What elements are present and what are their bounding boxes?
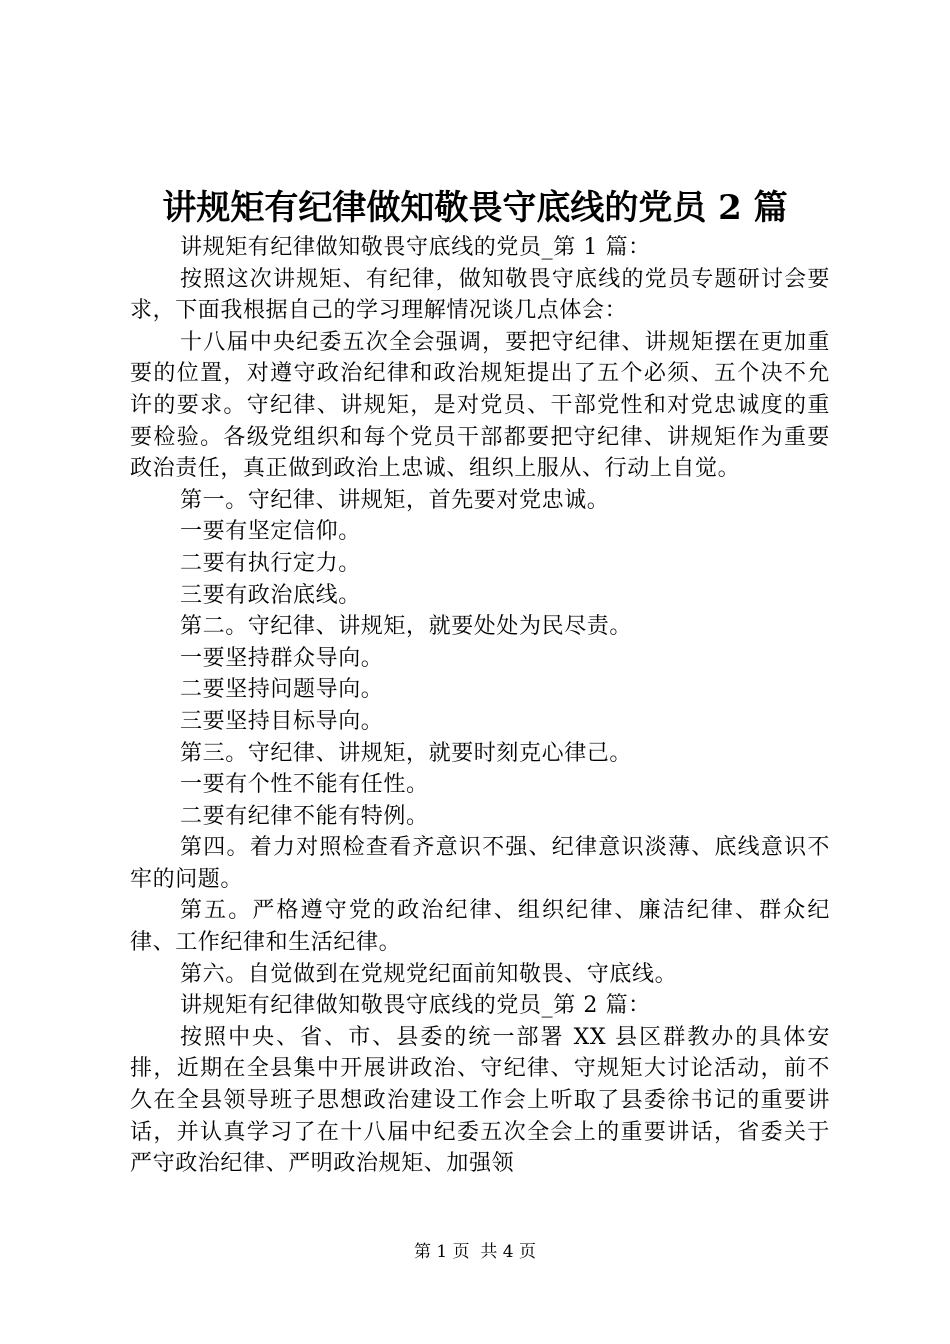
paragraph-sub-3-1: 一要有个性不能有任性。 xyxy=(180,772,429,798)
paragraph-sub-1-2: 二要有执行定力。 xyxy=(180,550,361,576)
paragraph-heading-part-2: 讲规矩有纪律做知敬畏守底线的党员_第 2 篇： xyxy=(180,993,651,1019)
paragraph-point-3: 第三。守纪律、讲规矩，就要时刻克心律己。 xyxy=(180,740,633,766)
paragraph-point-1: 第一。守纪律、讲规矩，首先要对党忠诚。 xyxy=(180,487,610,513)
document-body xyxy=(130,232,830,1275)
paragraph-point-5: 第五。严格遵守党的政治纪律、组织纪律、廉洁纪律、群众纪律、工作纪律和生活纪律。 xyxy=(130,898,830,956)
paragraph-sub-2-3: 三要坚持目标导向。 xyxy=(180,708,384,734)
paragraph-sub-2-2: 二要坚持问题导向。 xyxy=(180,677,384,703)
document-title: 讲规矩有纪律做知敬畏守底线的党员 2 篇 xyxy=(162,188,788,228)
page-number-footer: 第 1 页 共 4 页 xyxy=(413,1242,537,1262)
paragraph-point-6: 第六。自觉做到在党规党纪面前知敬畏、守底线。 xyxy=(180,961,678,987)
paragraph-point-2: 第二。守纪律、讲规矩，就要处处为民尽责。 xyxy=(180,614,633,640)
paragraph-sub-1-1: 一要有坚定信仰。 xyxy=(180,519,361,545)
paragraph-sub-1-3: 三要有政治底线。 xyxy=(180,582,361,608)
paragraph-point-4: 第四。着力对照检查看齐意识不强、纪律意识淡薄、底线意识不牢的问题。 xyxy=(130,835,830,892)
paragraph-intro: 按照这次讲规矩、有纪律，做知敬畏守底线的党员专题研讨会要求，下面我根据自己的学习理解情况谈几点体会： xyxy=(130,266,830,324)
paragraph-sub-2-1: 一要坚持群众导向。 xyxy=(180,645,384,671)
paragraph-heading-part-1: 讲规矩有纪律做知敬畏守底线的党员_第 1 篇： xyxy=(180,235,651,260)
paragraph-sub-3-2: 二要有纪律不能有特例。 xyxy=(180,803,429,829)
paragraph-part-2-intro: 按照中央、省、市、县委的统一部署 XX 县区群教办的具体安排，近期在全县集中开展讲政治、守纪律、守规矩大讨论活动，前不久在全县领导班子思想政治建设工作会上听取了县委徐书记的重要讲话，并认真学习了在十八届中纪委五次全会上的重要讲话，省委关于严守政治纪律、严明政治规矩、加强领 xyxy=(130,1024,830,1177)
paragraph-main: 十八届中央纪委五次全会强调，要把守纪律、讲规矩摆在更加重要的位置，对遵守政治纪律和政治规矩提出了五个必须、五个决不允许的要求。守纪律、讲规矩，是对党员、干部党性和对党忠诚度的重要检验。各级党组织和每个党员干部都要把守纪律、讲规矩作为重要政治责任，真正做到政治上忠诚、组织上服从、行动上自觉。 xyxy=(130,329,830,482)
